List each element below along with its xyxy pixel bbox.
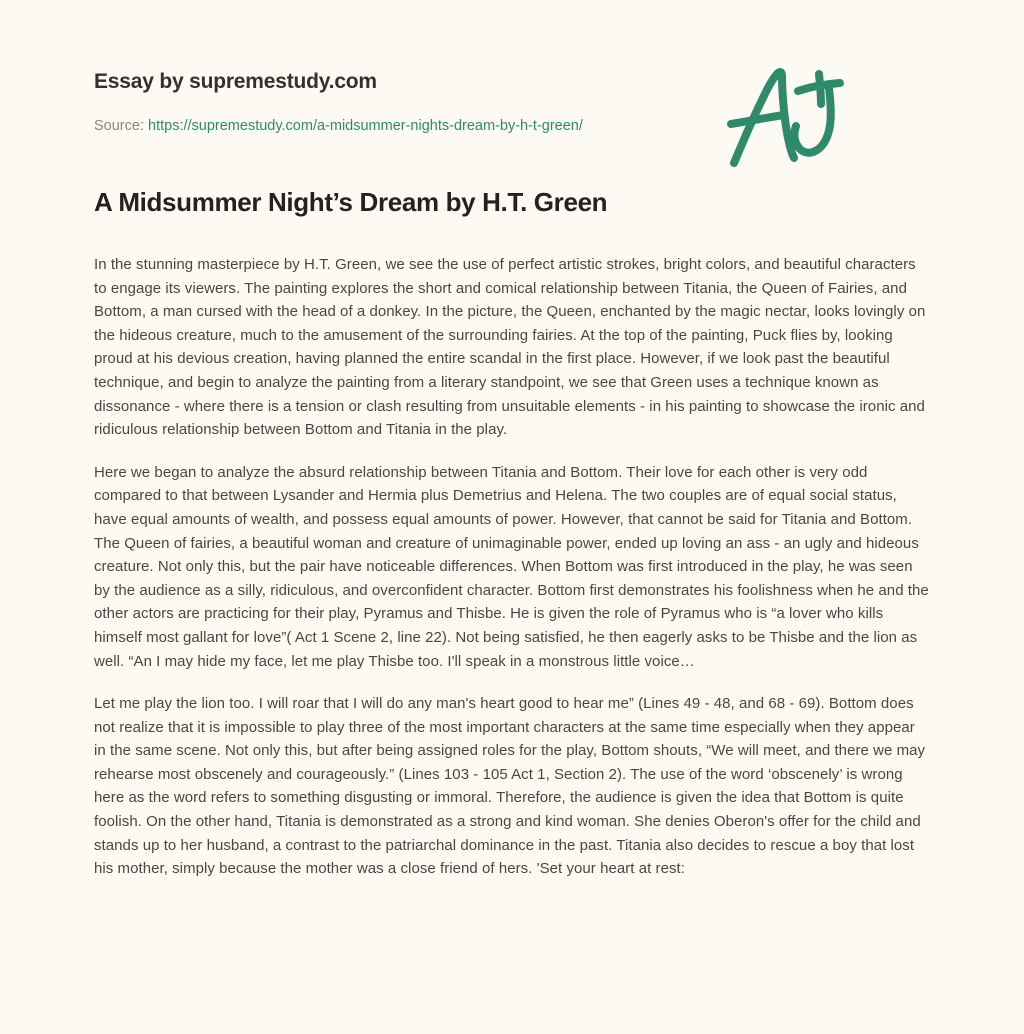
page-header xyxy=(94,0,930,134)
page-title: A Midsummer Night’s Dream by H.T. Green xyxy=(94,187,608,217)
paragraph: Here we began to analyze the absurd relationship between Titania and Bottom. Their love for each other is very odd compared to that between Lysander and Hermia plus Demetrius and Helena. The two couples are of equal social status, have equal amounts of wealth, and possess equal amounts of power. However, that cannot be said for Titania and Bottom. The Queen of fairies, a beautiful woman and creature of unimaginable power, ended up loving an ass - an ugly and hideous creature. Not only this, but the pair have noticeable differences. When Bottom was first introduced in the play, he was seen by the audience as a silly, ridiculous, and overconfident character. Bottom first demonstrates his foolishness when he and the other actors are practicing for their play, Pyramus and Thisbe. He is given the role of Pyramus who is “a lover who kills himself most gallant for love”( Act 1 Scene 2, line 22). Not being satisfied, he then eagerly asks to be Thisbe and the lion as well. “An I may hide my face, let me play Thisbe too. I'll speak in a monstrous little voice… xyxy=(94,463,929,670)
article-body xyxy=(94,219,930,881)
paragraph: In the stunning masterpiece by H.T. Green, we see the use of perfect artistic strokes, bright colors, and beautiful characters to engage its viewers. The painting explores the short and comical relationship between Titania, the Queen of Fairies, and Bottom, a man cursed with the head of a donkey. In the picture, the Queen, enchanted by the magic nectar, looks lovingly on the hideous creature, much to the amusement of the surrounding fairies. At the top of the painting, Puck flies by, looking proud at his devious creation, having planned the entire scandal in the first place. However, if we look past the beautiful technique, and begin to analyze the painting from a literary standpoint, we see that Green uses a technique known as dissonance - where there is a tension or clash resulting from unsuitable elements - in his painting to showcase the ironic and ridiculous relationship between Bottom and Titania in the play. xyxy=(94,256,926,439)
essay-byline: Essay by supremestudy.com xyxy=(94,70,377,93)
source-label: Source: xyxy=(94,118,144,134)
paragraph: Let me play the lion too. I will roar that I will do any man's heart good to hear me” (Lines 49 - 48, and 68 - 69). Bottom does not realize that it is impossible to play three of the most important characters at the same time especially when they appear in the same scene. Not only this, but after being assigned roles for the play, Bottom shouts, “We will meet, and there we may rehearse most obscenely and courageously.” (Lines 103 - 105 Act 1, Section 2). The use of the word ‘obscenely’ is wrong here as the word refers to something disgusting or immoral. Therefore, the audience is given the idea that Bottom is quite foolish. On the other hand, Titania is demonstrated as a strong and kind woman. She denies Oberon's offer for the child and stands up to her husband, a contrast to the patriarchal dominance in the past. Titania also decides to rescue a boy that lost his mother, simply because the mother was a close friend of hers. 'Set your heart at rest: xyxy=(94,695,926,878)
aplus-logo-icon xyxy=(722,62,852,172)
source-url-link[interactable]: https://supremestudy.com/a-midsummer-nights-dream-by-h-t-green/ xyxy=(148,118,583,134)
